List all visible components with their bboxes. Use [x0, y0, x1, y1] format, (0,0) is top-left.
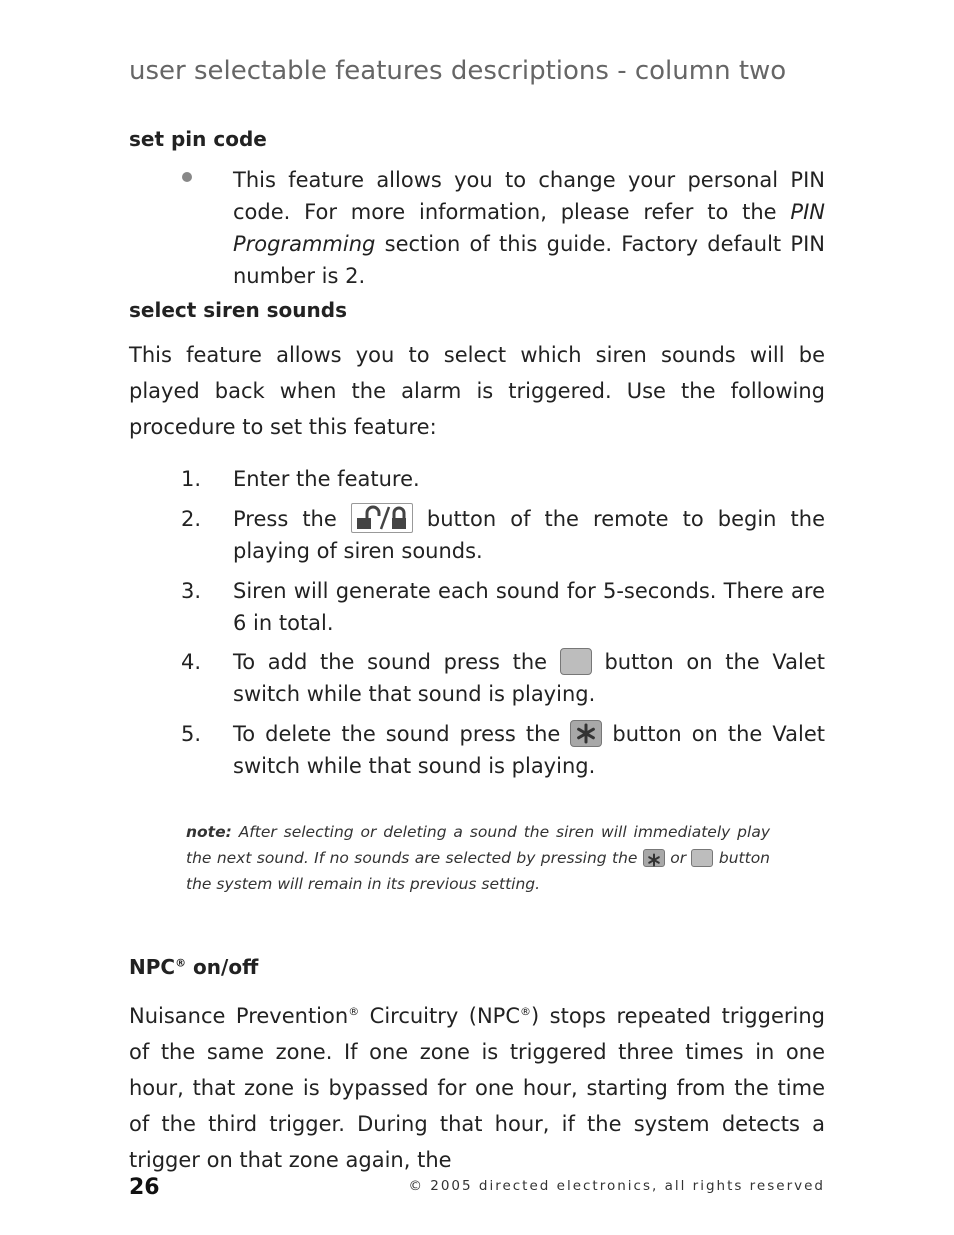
siren-note: note: After selecting or deleting a sound the siren will immediately play the next sound. If no sounds are selected by pressing the or button the system will remain in its previous setting. — [186, 823, 770, 893]
valet-button-icon — [560, 648, 592, 675]
page-title: user selectable features descriptions - column two — [129, 56, 787, 86]
set-pin-heading: set pin code — [129, 127, 267, 151]
npc-heading: NPC® on/off — [129, 955, 259, 979]
note-label: note: — [186, 823, 232, 841]
copyright: © 2005 directed electronics, all rights reserved — [408, 1178, 825, 1194]
bullet-icon — [182, 172, 192, 182]
lock-unlock-icon — [351, 503, 413, 533]
siren-heading: select siren sounds — [129, 298, 347, 322]
valet-button-icon — [691, 849, 713, 867]
set-pin-text: This feature allows you to change your personal PIN code. For more information, please refer to the PIN Programming section of this guide. Factory default PIN number is 2. — [233, 168, 825, 288]
star-button-icon — [570, 720, 602, 747]
page-number: 26 — [129, 1175, 160, 1200]
star-button-icon — [643, 849, 665, 867]
pin-programming-reference: PIN Programming — [233, 200, 825, 256]
siren-intro: This feature allows you to select which siren sounds will be played back when the alarm is triggered. Use the following procedure to set this feature: — [129, 343, 825, 439]
npc-paragraph: Nuisance Prevention® Circuitry (NPC®) stops repeated triggering of the same zone. If one zone is triggered three times in one hour, that zone is bypassed for one hour, starting from the time of the third trigger. During that hour, if the system detects a trigger on that zone again, the — [129, 1004, 825, 1172]
